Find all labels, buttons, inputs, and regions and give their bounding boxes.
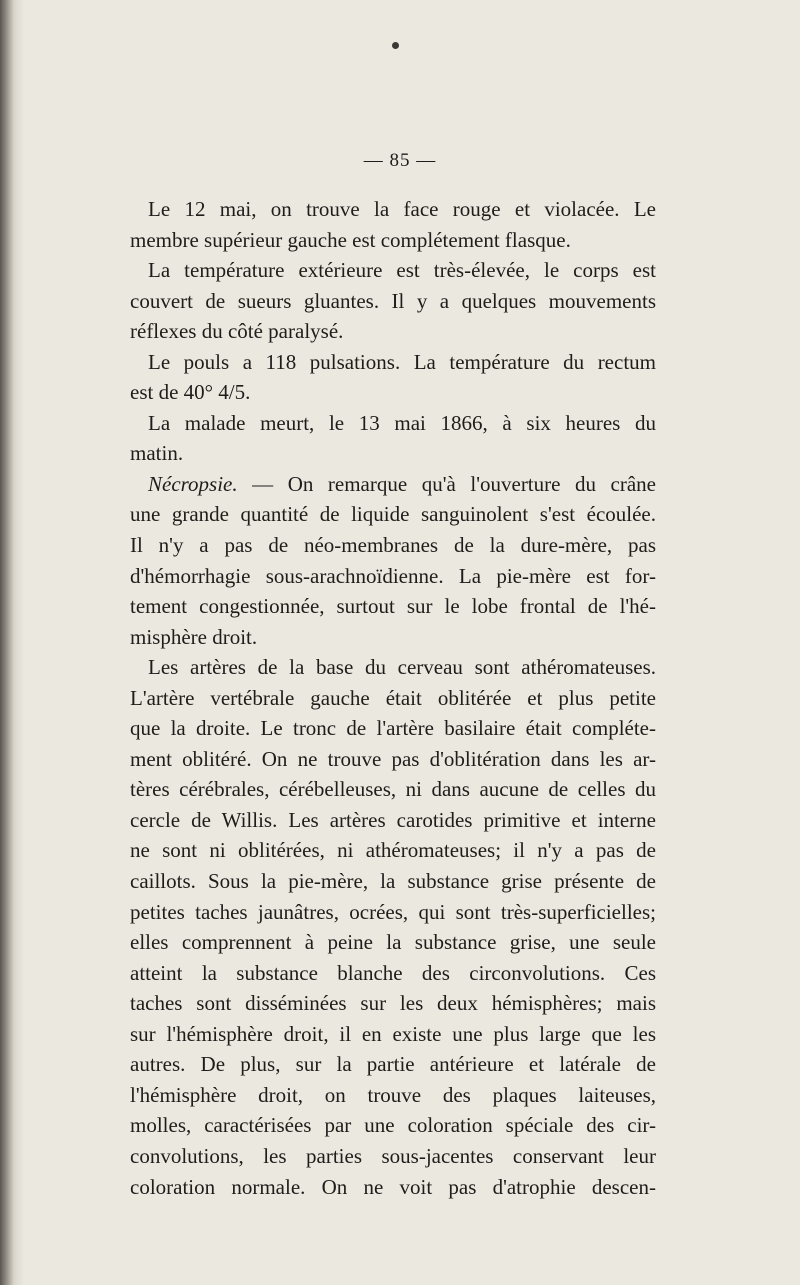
body-text <box>130 194 656 1202</box>
text-line <box>130 1049 656 1080</box>
text-line <box>130 438 656 469</box>
text-line <box>130 835 656 866</box>
section-heading: Nécropsie. <box>148 471 238 496</box>
page-number: — 85 — <box>363 150 437 171</box>
text-line <box>130 286 656 317</box>
text-line <box>130 774 656 805</box>
line-text: est de 40° 4/5. <box>130 380 251 405</box>
text-line <box>130 744 656 775</box>
ink-dot <box>392 42 399 49</box>
text-line <box>130 255 656 286</box>
line-text: que la droite. Le tronc de l'artère basilaire était compléte- <box>130 716 656 741</box>
text-line <box>130 1110 656 1141</box>
line-text: tères cérébrales, cérébelleuses, ni dans aucune de celles du <box>130 777 656 802</box>
text-line <box>130 499 656 530</box>
text-line <box>130 866 656 897</box>
line-text: atteint la substance blanche des circonvolutions. Ces <box>130 960 656 985</box>
line-text: Les artères de la base du cerveau sont athéromateuses. <box>148 655 656 680</box>
line-text: cercle de Willis. Les artères carotides primitive et interne <box>130 807 656 832</box>
line-text: couvert de sueurs gluantes. Il y a quelques mouvements <box>130 288 656 313</box>
text-line <box>130 927 656 958</box>
text-line <box>130 988 656 1019</box>
line-text: une grande quantité de liquide sanguinolent s'est écoulée. <box>130 502 656 527</box>
line-text: La température extérieure est très-élevée, le corps est <box>148 258 656 283</box>
line-text: d'hémorrhagie sous-arachnoïdienne. La pie-mère est for- <box>130 563 656 588</box>
line-text: ne sont ni oblitérées, ni athéromateuses; il n'y a pas de <box>130 838 656 863</box>
line-text: elles comprennent à peine la substance grise, une seule <box>130 930 656 955</box>
text-line <box>130 652 656 683</box>
text-line <box>130 683 656 714</box>
line-text: coloration normale. On ne voit pas d'atrophie descen- <box>130 1174 656 1199</box>
line-text: Il n'y a pas de néo-membranes de la dure-mère, pas <box>130 533 656 558</box>
text-line <box>130 805 656 836</box>
line-text: taches sont disséminées sur les deux hémisphères; mais <box>130 991 656 1016</box>
text-line <box>130 1080 656 1111</box>
line-text: autres. De plus, sur la partie antérieure et latérale de <box>130 1052 656 1077</box>
line-text: tement congestionnée, surtout sur le lobe frontal de l'hé- <box>130 594 656 619</box>
line-text: convolutions, les parties sous-jacentes conservant leur <box>130 1143 656 1168</box>
line-text: caillots. Sous la pie-mère, la substance grise présente de <box>130 869 656 894</box>
text-line <box>130 1172 656 1203</box>
line-text: l'hémisphère droit, on trouve des plaques laiteuses, <box>130 1082 656 1107</box>
text-line <box>130 622 656 653</box>
line-text: — On remarque qu'à l'ouverture du crâne <box>237 471 656 496</box>
line-text: matin. <box>130 441 184 466</box>
line-text: ment oblitéré. On ne trouve pas d'oblitération dans les ar- <box>130 746 656 771</box>
text-line <box>130 316 656 347</box>
text-line <box>130 713 656 744</box>
text-line <box>130 194 656 225</box>
text-line <box>130 408 656 439</box>
text-line <box>130 958 656 989</box>
text-line <box>130 561 656 592</box>
text-line <box>130 1019 656 1050</box>
line-text: misphère droit. <box>130 624 258 649</box>
text-line <box>130 347 656 378</box>
line-text: sur l'hémisphère droit, il en existe une plus large que les <box>130 1021 656 1046</box>
text-line <box>130 897 656 928</box>
line-text: petites taches jaunâtres, ocrées, qui sont très-superficielles; <box>130 899 656 924</box>
line-text: L'artère vertébrale gauche était oblitérée et plus petite <box>130 685 656 710</box>
text-line <box>130 377 656 408</box>
text-line <box>130 591 656 622</box>
text-line <box>130 225 656 256</box>
text-line <box>130 1141 656 1172</box>
line-text: Le pouls a 118 pulsations. La température du rectum <box>148 349 656 374</box>
line-text: réflexes du côté paralysé. <box>130 319 344 344</box>
text-line <box>130 530 656 561</box>
line-text: Le 12 mai, on trouve la face rouge et violacée. Le <box>148 197 656 221</box>
line-text: La malade meurt, le 13 mai 1866, à six heures du <box>148 410 656 435</box>
text-line <box>130 469 656 500</box>
line-text: membre supérieur gauche est complétement flasque. <box>130 227 571 252</box>
line-text: molles, caractérisées par une coloration spéciale des cir- <box>130 1113 656 1138</box>
